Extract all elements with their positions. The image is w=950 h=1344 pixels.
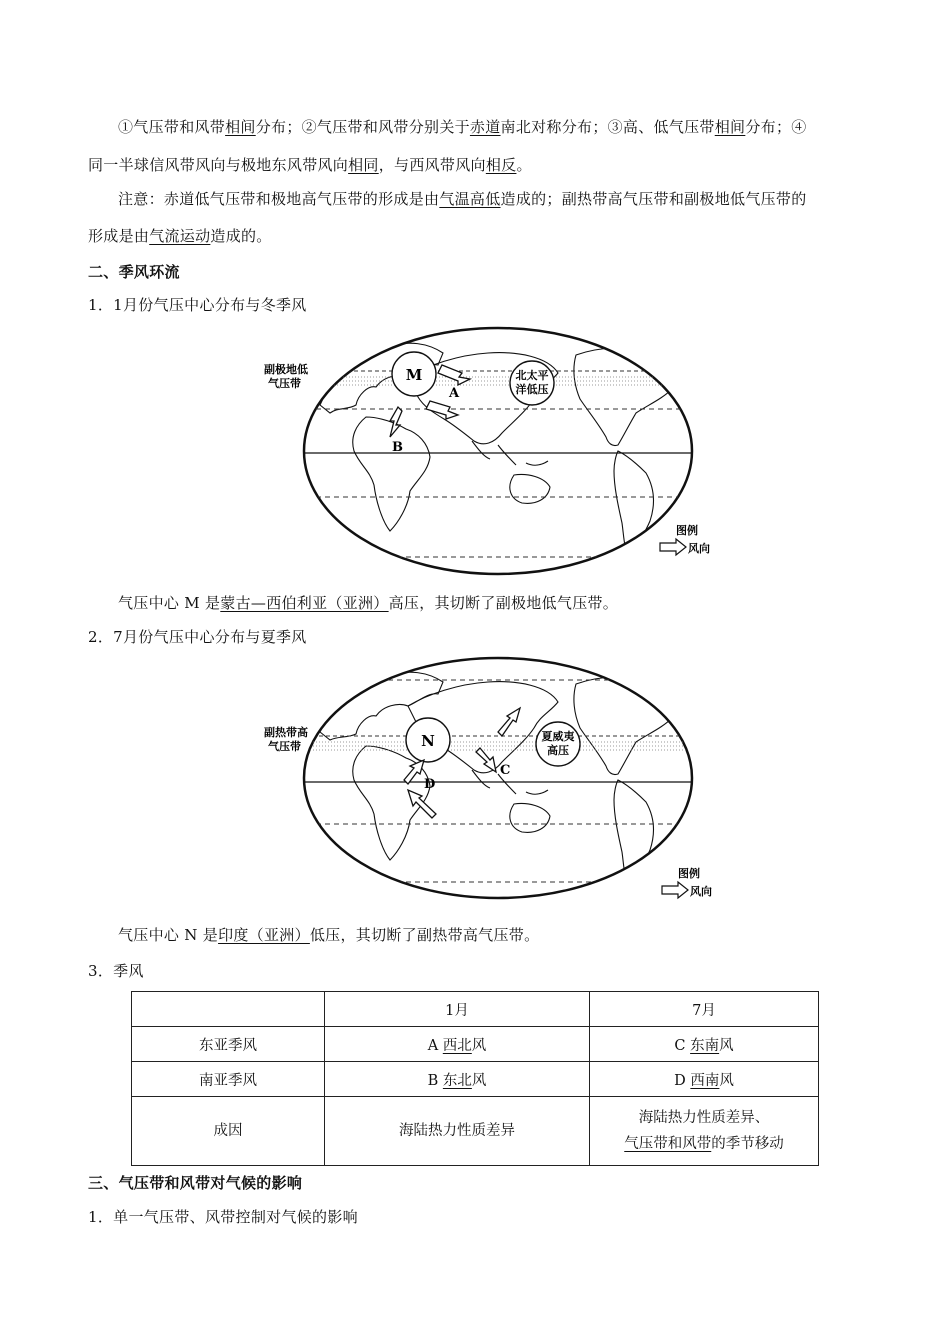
answer-underline: 气温高低 bbox=[439, 190, 501, 208]
legend-wind-label: 风向 bbox=[688, 542, 710, 555]
item-single-belt: 1．单一气压带、风带控制对气候的影响 bbox=[88, 1208, 358, 1226]
paragraph-note: 注意：赤道低气压带和极地高气压带的形成是由气温高低造成的；副热带高气压带和副极地低气压带的 bbox=[118, 190, 807, 208]
answer-underline: 东南 bbox=[690, 1037, 720, 1054]
january-cell: 海陆热力性质差异 bbox=[325, 1097, 590, 1166]
answer-underline: 气压带和风带 bbox=[624, 1136, 712, 1152]
answer-underline: 蒙古—西伯利亚（亚洲） bbox=[220, 594, 389, 612]
belt-label-line2: 气压带 bbox=[268, 377, 301, 390]
table-header-cell: 7月 bbox=[590, 992, 819, 1027]
table-row-south-asia bbox=[132, 1062, 819, 1097]
center-label-m: M bbox=[405, 366, 423, 384]
july-cell: 海陆热力性质差异、 气压带和风带的季节移动 bbox=[590, 1097, 819, 1166]
pacific-low-label-line1: 北太平 bbox=[515, 369, 549, 382]
table-header-row bbox=[132, 992, 819, 1027]
world-map-outline bbox=[304, 658, 692, 898]
answer-underline: 赤道 bbox=[469, 118, 501, 136]
section-heading-climate: 三、气压带和风带对气候的影响 bbox=[88, 1174, 303, 1192]
january-pressure-map bbox=[258, 325, 722, 577]
january-cell: B 东北风 bbox=[325, 1062, 590, 1097]
answer-underline: 相间 bbox=[225, 118, 256, 136]
belt-label-line2: 气压带 bbox=[268, 740, 301, 753]
arrow-label-b: B bbox=[392, 440, 403, 455]
belt-label-line1: 副热带高 bbox=[264, 726, 308, 739]
belt-label-line1: 副极地低 bbox=[264, 363, 308, 376]
item-january-map: 1．1月份气压中心分布与冬季风 bbox=[88, 296, 307, 314]
row-label: 成因 bbox=[132, 1097, 325, 1166]
answer-underline: 气流运动 bbox=[149, 227, 211, 245]
arrow-label-c: C bbox=[500, 763, 511, 778]
hawaii-high-label-line2: 高压 bbox=[547, 744, 569, 757]
monsoon-table bbox=[131, 991, 819, 1166]
legend-wind-label: 风向 bbox=[690, 885, 712, 898]
table-header-cell bbox=[132, 992, 325, 1027]
answer-underline: 相同 bbox=[348, 156, 379, 174]
answer-underline: 东北 bbox=[442, 1072, 472, 1089]
caption-center-m: 气压中心 M 是蒙古—西伯利亚（亚洲）高压，其切断了副极地低气压带。 bbox=[118, 594, 619, 612]
table-row-east-asia bbox=[132, 1027, 819, 1062]
answer-underline: 相反 bbox=[485, 156, 517, 174]
january-cell: A 西北风 bbox=[325, 1027, 590, 1062]
answer-underline: 相间 bbox=[714, 118, 746, 136]
arrow-label-d: D bbox=[424, 777, 436, 792]
july-cell: D 西南风 bbox=[590, 1062, 819, 1097]
item-monsoon: 3．季风 bbox=[88, 962, 144, 980]
answer-underline: 印度（亚洲） bbox=[218, 926, 310, 944]
pacific-low-label-line2: 洋低压 bbox=[515, 383, 549, 396]
legend-arrow-icon bbox=[660, 539, 686, 555]
arrow-label-a: A bbox=[449, 386, 460, 401]
july-cell: C 东南风 bbox=[590, 1027, 819, 1062]
row-label: 东亚季风 bbox=[132, 1027, 325, 1062]
legend-title: 图例 bbox=[678, 867, 700, 880]
table-header-cell: 1月 bbox=[325, 992, 590, 1027]
legend-arrow-icon bbox=[662, 882, 688, 898]
caption-center-n: 气压中心 N 是印度（亚洲）低压，其切断了副热带高气压带。 bbox=[118, 926, 540, 944]
center-label-n: N bbox=[421, 732, 435, 750]
table-row-cause bbox=[132, 1097, 819, 1166]
world-map-outline bbox=[304, 328, 692, 574]
july-pressure-map bbox=[258, 656, 722, 906]
paragraph-distribution: ①气压带和风带相间分布；②气压带和风带分别关于赤道南北对称分布；③高、低气压带相间分布；④ bbox=[118, 118, 807, 136]
answer-underline: 西南 bbox=[690, 1072, 720, 1089]
section-heading-monsoon: 二、季风环流 bbox=[88, 263, 180, 281]
hawaii-high-label-line1: 夏威夷 bbox=[541, 730, 575, 743]
paragraph-note-continued: 形成是由气流运动造成的。 bbox=[88, 227, 272, 245]
row-label: 南亚季风 bbox=[132, 1062, 325, 1097]
legend-title: 图例 bbox=[676, 524, 698, 537]
answer-underline: 西北 bbox=[442, 1037, 472, 1054]
item-july-map: 2．7月份气压中心分布与夏季风 bbox=[88, 628, 307, 646]
paragraph-wind-direction: 同一半球信风带风向与极地东风带风向相同，与西风带风向相反。 bbox=[88, 156, 532, 174]
